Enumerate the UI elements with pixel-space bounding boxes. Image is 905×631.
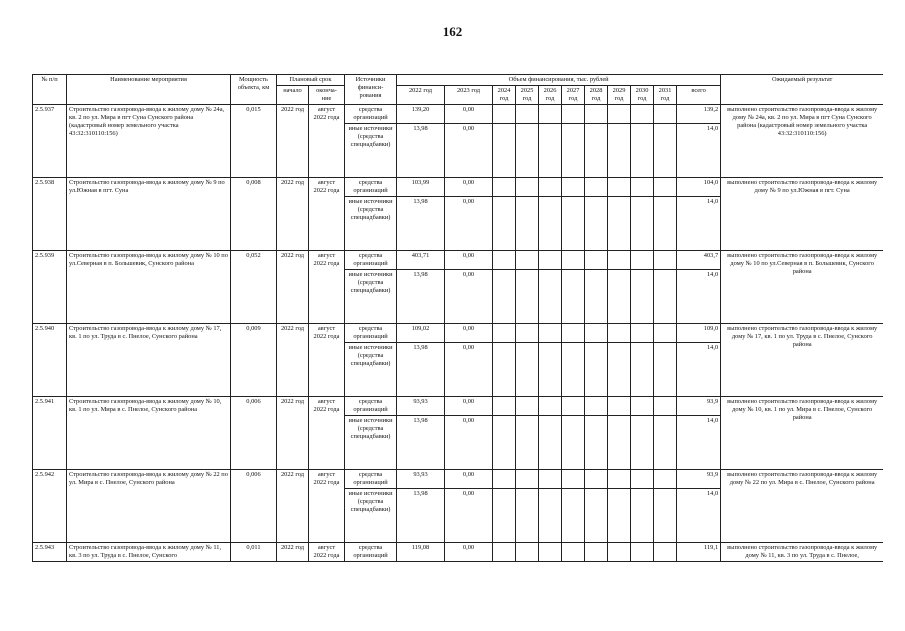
empty-year-cell [539, 397, 562, 416]
empty-year-cell [608, 416, 631, 470]
header-plan-end: оконча- ние [309, 86, 345, 105]
empty-year-cell [539, 105, 562, 124]
source-other: иные источники (средства спецнадбавки) [345, 416, 397, 470]
table-row [33, 324, 884, 343]
empty-year-cell [631, 489, 654, 543]
header-year: 2031 год [654, 86, 677, 105]
value-total: 14,0 [677, 343, 721, 397]
row-capacity: 0,015 [231, 105, 277, 178]
empty-year-cell [562, 416, 585, 470]
header-capacity: Мощность объекта, км [231, 75, 277, 105]
row-name: Строительство газопровода-ввода к жилому дому № 17, кв. 1 по ул. Труда в с. Пнелое, Сунского района [67, 324, 231, 397]
header-year: 2023 год [445, 86, 493, 105]
empty-year-cell [585, 124, 608, 178]
empty-year-cell [516, 105, 539, 124]
source-org: средства организаций [345, 105, 397, 124]
row-number: 2.5.941 [33, 397, 67, 470]
row-number: 2.5.938 [33, 178, 67, 251]
empty-year-cell [585, 397, 608, 416]
row-number: 2.5.942 [33, 470, 67, 543]
row-start: 2022 год [277, 543, 309, 562]
empty-year-cell [562, 105, 585, 124]
value-2022: 109,02 [397, 324, 445, 343]
empty-year-cell [608, 343, 631, 397]
header-year: 2028 год [585, 86, 608, 105]
empty-year-cell [585, 270, 608, 324]
empty-year-cell [585, 105, 608, 124]
empty-year-cell [654, 489, 677, 543]
empty-year-cell [631, 197, 654, 251]
row-start: 2022 год [277, 470, 309, 543]
empty-year-cell [608, 543, 631, 562]
value-2023: 0,00 [445, 270, 493, 324]
empty-year-cell [539, 343, 562, 397]
header-year: 2024 год [493, 86, 516, 105]
table-row [33, 251, 884, 270]
empty-year-cell [654, 105, 677, 124]
row-start: 2022 год [277, 178, 309, 251]
header-year: 2029 год [608, 86, 631, 105]
empty-year-cell [654, 470, 677, 489]
empty-year-cell [493, 397, 516, 416]
row-number: 2.5.939 [33, 251, 67, 324]
header-year: 2030 год [631, 86, 654, 105]
empty-year-cell [654, 270, 677, 324]
row-number: 2.5.940 [33, 324, 67, 397]
value-2023: 0,00 [445, 105, 493, 124]
row-name: Строительство газопровода-ввода к жилому дому № 24а, кв. 2 по ул. Мира в пгт Суна Сунского района (кадастровый номер земельного участка 43:32:310110:156) [67, 105, 231, 178]
empty-year-cell [608, 397, 631, 416]
source-org: средства организаций [345, 470, 397, 489]
row-result: выполнено строительство газопровода-ввода к жилому дому № 24а, кв. 2 по ул. Мира в пгт Суна Сунского района (кадастровый номер земельного участка 43:32:310110:156) [721, 105, 883, 178]
header-year: 2025 год [516, 86, 539, 105]
header-plan-start: начало [277, 86, 309, 105]
source-org: средства организаций [345, 397, 397, 416]
row-result: выполнено строительство газопровода-ввода к жилому дому № 22 по ул. Мира в с. Пнелое, Сунского района [721, 470, 883, 543]
empty-year-cell [516, 251, 539, 270]
row-name: Строительство газопровода-ввода к жилому дому № 10 по ул.Северная в п. Большевик, Сунского района [67, 251, 231, 324]
empty-year-cell [516, 416, 539, 470]
row-end: август 2022 года [309, 543, 345, 562]
empty-year-cell [516, 489, 539, 543]
value-total: 93,9 [677, 470, 721, 489]
empty-year-cell [631, 416, 654, 470]
row-start: 2022 год [277, 105, 309, 178]
row-capacity: 0,008 [231, 178, 277, 251]
value-2022: 13,98 [397, 489, 445, 543]
empty-year-cell [654, 397, 677, 416]
empty-year-cell [493, 251, 516, 270]
empty-year-cell [539, 124, 562, 178]
empty-year-cell [539, 543, 562, 562]
empty-year-cell [562, 178, 585, 197]
empty-year-cell [562, 470, 585, 489]
value-2023: 0,00 [445, 251, 493, 270]
source-org: средства организаций [345, 543, 397, 562]
empty-year-cell [631, 543, 654, 562]
empty-year-cell [493, 343, 516, 397]
empty-year-cell [654, 178, 677, 197]
value-2022: 119,08 [397, 543, 445, 562]
header-name: Наименование мероприятия [67, 75, 231, 105]
row-capacity: 0,011 [231, 543, 277, 562]
empty-year-cell [539, 270, 562, 324]
empty-year-cell [585, 543, 608, 562]
value-2023: 0,00 [445, 489, 493, 543]
empty-year-cell [493, 489, 516, 543]
header-num: № п/п [33, 75, 67, 105]
value-2023: 0,00 [445, 470, 493, 489]
empty-year-cell [608, 105, 631, 124]
header-year: 2027 год [562, 86, 585, 105]
empty-year-cell [493, 543, 516, 562]
value-2022: 13,98 [397, 124, 445, 178]
value-2023: 0,00 [445, 397, 493, 416]
empty-year-cell [562, 489, 585, 543]
empty-year-cell [493, 270, 516, 324]
row-name: Строительство газопровода-ввода к жилому дому № 22 по ул. Мира в с. Пнелое, Сунского района [67, 470, 231, 543]
row-capacity: 0,052 [231, 251, 277, 324]
value-total: 119,1 [677, 543, 721, 562]
row-name: Строительство газопровода-ввода к жилому дому № 9 по ул.Южная в пгт. Суна [67, 178, 231, 251]
value-2023: 0,00 [445, 197, 493, 251]
row-result: выполнено строительство газопровода-ввода к жилому дому № 11, кв. 3 по ул. Труда в с. Пнелое, [721, 543, 883, 562]
empty-year-cell [631, 124, 654, 178]
row-start: 2022 год [277, 324, 309, 397]
empty-year-cell [654, 124, 677, 178]
empty-year-cell [562, 543, 585, 562]
header-year: 2026 год [539, 86, 562, 105]
row-end: август 2022 года [309, 105, 345, 178]
empty-year-cell [631, 343, 654, 397]
value-2022: 403,71 [397, 251, 445, 270]
empty-year-cell [654, 197, 677, 251]
value-total: 403,7 [677, 251, 721, 270]
row-result: выполнено строительство газопровода-ввода к жилому дому № 10, кв. 1 по ул. Мира в с. Пнелое, Сунского района [721, 397, 883, 470]
source-other: иные источники (средства спецнадбавки) [345, 197, 397, 251]
row-end: август 2022 года [309, 470, 345, 543]
empty-year-cell [608, 251, 631, 270]
empty-year-cell [516, 343, 539, 397]
value-total: 14,0 [677, 124, 721, 178]
empty-year-cell [516, 543, 539, 562]
empty-year-cell [562, 343, 585, 397]
value-2022: 13,98 [397, 270, 445, 324]
value-2023: 0,00 [445, 324, 493, 343]
empty-year-cell [654, 343, 677, 397]
value-2022: 13,98 [397, 197, 445, 251]
empty-year-cell [608, 470, 631, 489]
header-volume: Объем финансирования, тыс. рублей [397, 75, 721, 86]
table-body [33, 105, 884, 562]
row-capacity: 0,009 [231, 324, 277, 397]
source-other: иные источники (средства спецнадбавки) [345, 124, 397, 178]
header-total: всего [677, 86, 721, 105]
empty-year-cell [585, 197, 608, 251]
empty-year-cell [493, 470, 516, 489]
empty-year-cell [654, 324, 677, 343]
row-name: Строительство газопровода-ввода к жилому дому № 11, кв. 3 по ул. Труда в с. Пнелое, Сунского [67, 543, 231, 562]
header-result: Ожидаемый результат [721, 75, 883, 105]
empty-year-cell [585, 489, 608, 543]
empty-year-cell [562, 397, 585, 416]
empty-year-cell [493, 124, 516, 178]
empty-year-cell [516, 470, 539, 489]
row-number: 2.5.937 [33, 105, 67, 178]
empty-year-cell [539, 470, 562, 489]
row-number: 2.5.943 [33, 543, 67, 562]
empty-year-cell [585, 416, 608, 470]
source-other: иные источники (средства спецнадбавки) [345, 270, 397, 324]
empty-year-cell [654, 251, 677, 270]
empty-year-cell [516, 270, 539, 324]
empty-year-cell [562, 324, 585, 343]
row-result: выполнено строительство газопровода-ввода к жилому дому № 10 по ул.Северная в п. Большевик, Сунского района [721, 251, 883, 324]
value-total: 139,2 [677, 105, 721, 124]
empty-year-cell [539, 197, 562, 251]
row-start: 2022 год [277, 251, 309, 324]
empty-year-cell [516, 197, 539, 251]
empty-year-cell [539, 178, 562, 197]
value-2022: 13,98 [397, 416, 445, 470]
row-end: август 2022 года [309, 251, 345, 324]
source-other: иные источники (средства спецнадбавки) [345, 489, 397, 543]
table-row [33, 543, 884, 562]
row-start: 2022 год [277, 397, 309, 470]
empty-year-cell [539, 489, 562, 543]
value-2022: 139,20 [397, 105, 445, 124]
source-org: средства организаций [345, 324, 397, 343]
empty-year-cell [516, 324, 539, 343]
empty-year-cell [562, 197, 585, 251]
empty-year-cell [493, 105, 516, 124]
value-2023: 0,00 [445, 124, 493, 178]
empty-year-cell [539, 416, 562, 470]
empty-year-cell [608, 197, 631, 251]
financing-table [32, 74, 883, 562]
empty-year-cell [654, 543, 677, 562]
empty-year-cell [562, 270, 585, 324]
empty-year-cell [631, 251, 654, 270]
row-end: август 2022 года [309, 178, 345, 251]
row-capacity: 0,006 [231, 470, 277, 543]
value-2023: 0,00 [445, 343, 493, 397]
empty-year-cell [539, 324, 562, 343]
table-row [33, 105, 884, 124]
empty-year-cell [608, 324, 631, 343]
value-2023: 0,00 [445, 178, 493, 197]
value-total: 93,9 [677, 397, 721, 416]
header-year: 2022 год [397, 86, 445, 105]
empty-year-cell [585, 324, 608, 343]
table-row [33, 470, 884, 489]
empty-year-cell [608, 124, 631, 178]
value-total: 14,0 [677, 197, 721, 251]
empty-year-cell [631, 470, 654, 489]
empty-year-cell [516, 124, 539, 178]
empty-year-cell [493, 324, 516, 343]
empty-year-cell [631, 178, 654, 197]
empty-year-cell [631, 270, 654, 324]
empty-year-cell [585, 470, 608, 489]
empty-year-cell [608, 270, 631, 324]
empty-year-cell [516, 178, 539, 197]
source-org: средства организаций [345, 178, 397, 197]
empty-year-cell [654, 416, 677, 470]
row-result: выполнено строительство газопровода-ввода к жилому дому № 9 по ул.Южная в пгт. Суна [721, 178, 883, 251]
row-end: август 2022 года [309, 397, 345, 470]
row-capacity: 0,006 [231, 397, 277, 470]
table-row [33, 397, 884, 416]
empty-year-cell [562, 124, 585, 178]
value-2022: 13,98 [397, 343, 445, 397]
row-result: выполнено строительство газопровода-ввода к жилому дому № 17, кв. 1 по ул. Труда в с. Пнелое, Сунского района [721, 324, 883, 397]
table-row [33, 178, 884, 197]
empty-year-cell [562, 251, 585, 270]
row-name: Строительство газопровода-ввода к жилому дому № 10, кв. 1 по ул. Мира в с. Пнелое, Сунского района [67, 397, 231, 470]
empty-year-cell [493, 178, 516, 197]
header-plan: Плановый срок [277, 75, 345, 86]
header-source: Источники финанси- рования [345, 75, 397, 105]
source-other: иные источники (средства спецнадбавки) [345, 343, 397, 397]
empty-year-cell [493, 197, 516, 251]
value-2022: 93,93 [397, 470, 445, 489]
source-org: средства организаций [345, 251, 397, 270]
empty-year-cell [585, 251, 608, 270]
empty-year-cell [631, 324, 654, 343]
empty-year-cell [516, 397, 539, 416]
empty-year-cell [539, 251, 562, 270]
empty-year-cell [631, 105, 654, 124]
value-total: 14,0 [677, 489, 721, 543]
value-2022: 103,99 [397, 178, 445, 197]
page-number: 162 [442, 24, 463, 39]
value-2023: 0,00 [445, 543, 493, 562]
row-end: август 2022 года [309, 324, 345, 397]
value-total: 14,0 [677, 270, 721, 324]
empty-year-cell [631, 397, 654, 416]
empty-year-cell [493, 416, 516, 470]
empty-year-cell [608, 489, 631, 543]
empty-year-cell [585, 343, 608, 397]
empty-year-cell [585, 178, 608, 197]
empty-year-cell [608, 178, 631, 197]
value-total: 14,0 [677, 416, 721, 470]
value-total: 109,0 [677, 324, 721, 343]
value-2023: 0,00 [445, 416, 493, 470]
value-2022: 93,93 [397, 397, 445, 416]
value-total: 104,0 [677, 178, 721, 197]
financing-table-container [32, 74, 883, 564]
